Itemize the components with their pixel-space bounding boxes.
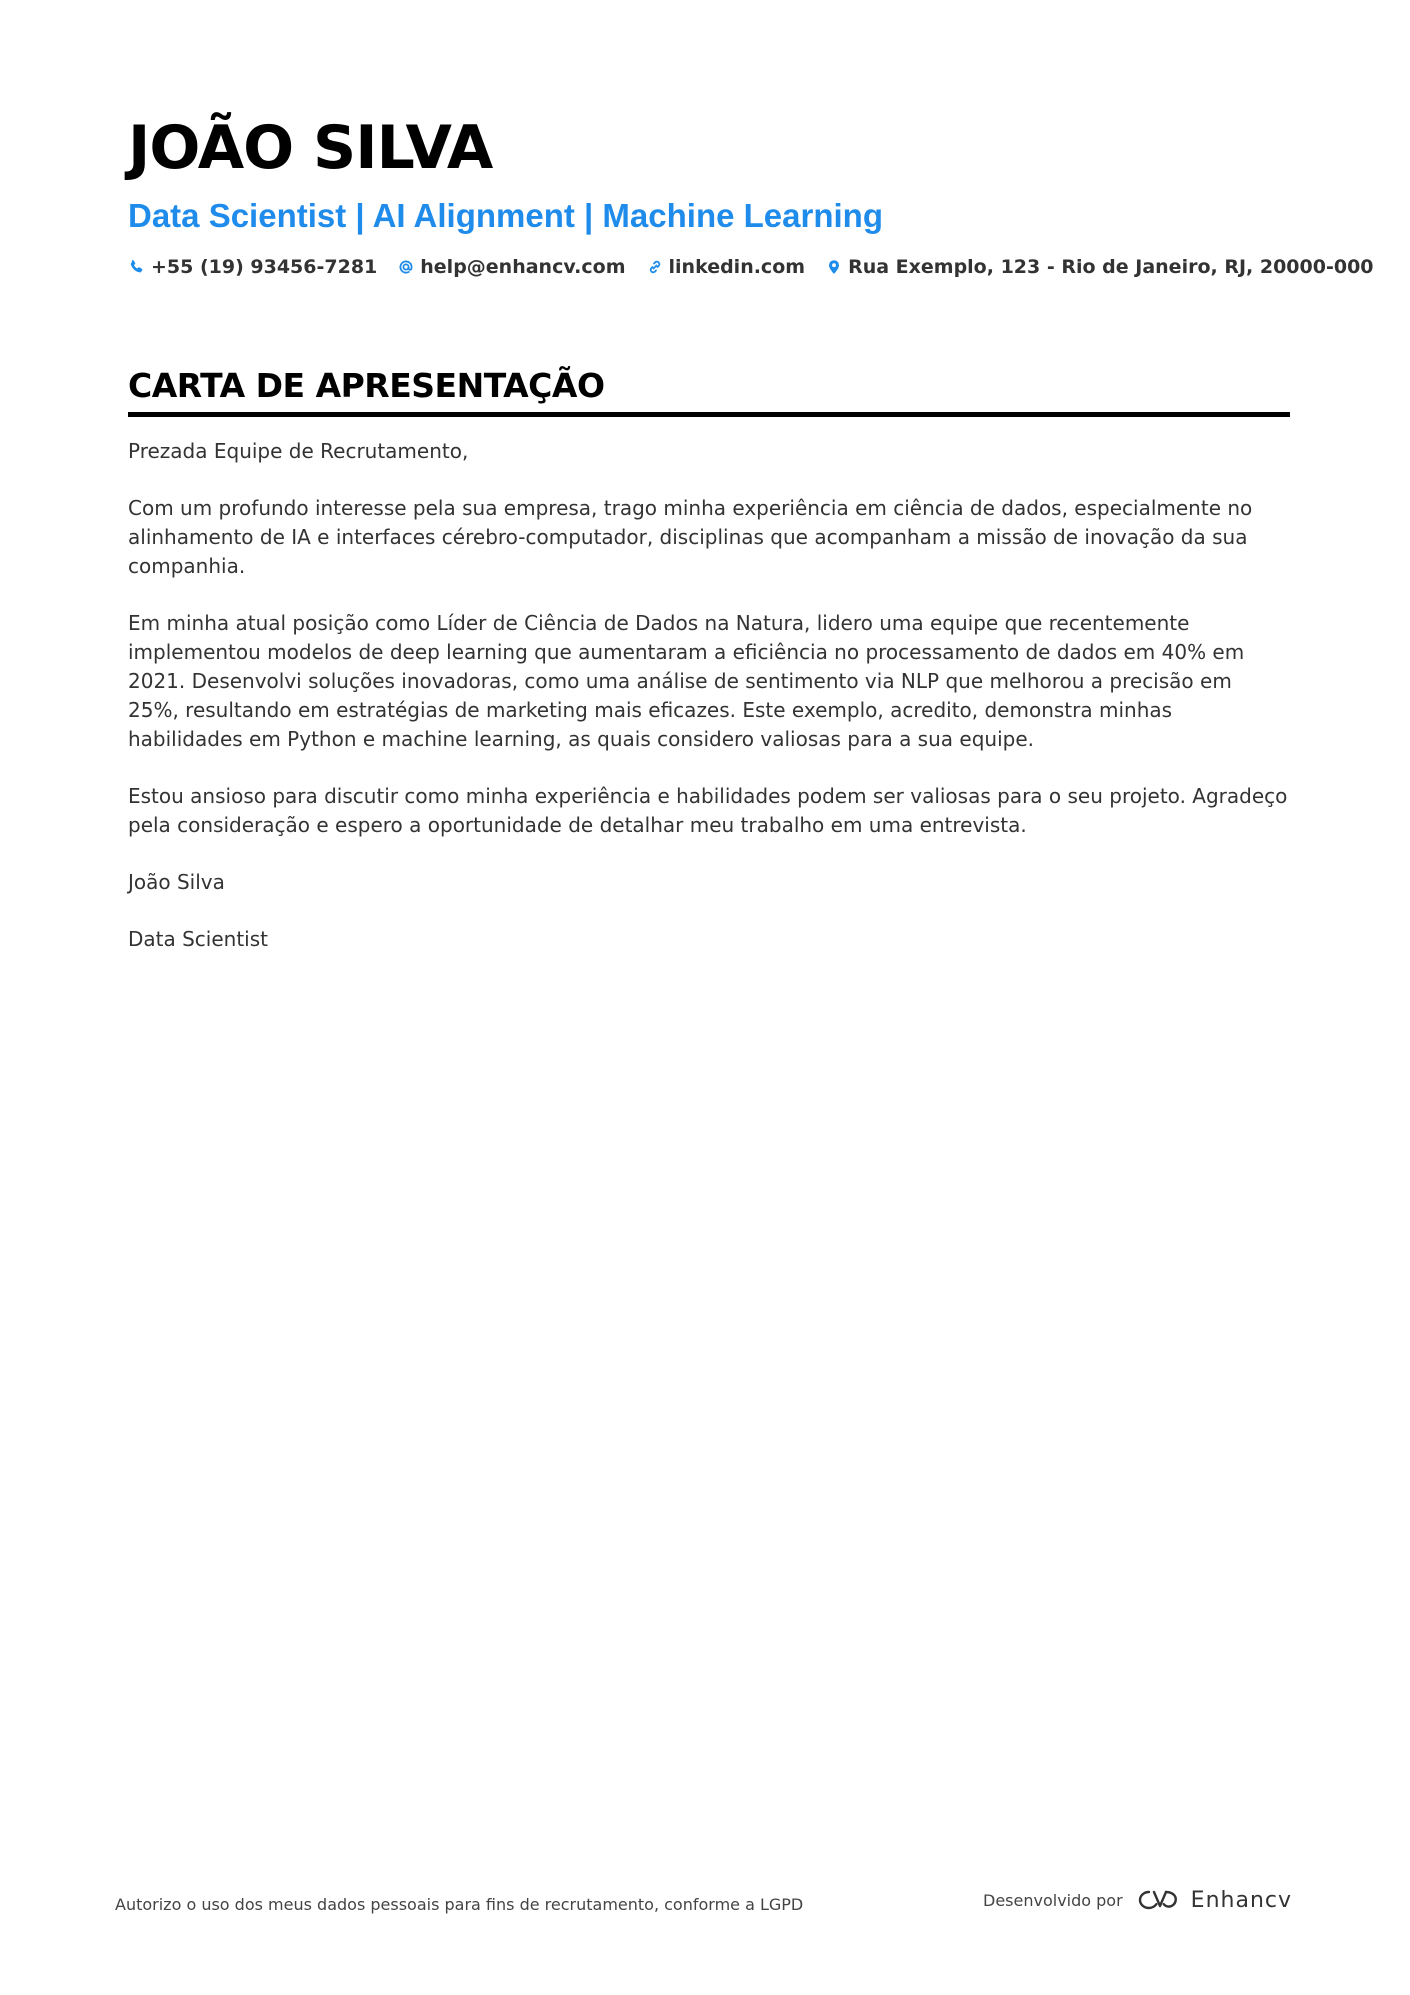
at-icon (397, 258, 415, 276)
contact-email[interactable] (397, 256, 625, 278)
contact-phone[interactable] (128, 256, 377, 278)
phone-icon (128, 258, 146, 276)
enhancv-logo-icon (1135, 1886, 1181, 1914)
cover-letter-section (128, 362, 1290, 982)
candidate-subtitle: Data Scientist | AI Alignment | Machine Learning (128, 197, 883, 234)
letter-paragraph: Estou ansioso para discutir como minha experiência e habilidades podem ser valiosas para o seu projeto. Agradeço pela consideração e espero a oportunidade de detalhar meu trabalho em uma entrevista. (128, 784, 1288, 837)
brand-name: Enhancv (1190, 1887, 1292, 1913)
link-icon (646, 258, 664, 276)
letter-greeting: Prezada Equipe de Recrutamento, (128, 439, 469, 463)
email-text: help@enhancv.com (420, 256, 626, 278)
section-title: CARTA DE APRESENTAÇÃO (128, 362, 1290, 417)
address-text: Rua Exemplo, 123 - Rio de Janeiro, RJ, 20000-000 (848, 256, 1374, 278)
powered-by-label: Desenvolvido por (983, 1890, 1123, 1910)
contact-bar (128, 256, 1374, 278)
candidate-name: JOÃO SILVA (128, 113, 493, 183)
letter-paragraph: Em minha atual posição como Líder de Ciência de Dados na Natura, lidero uma equipe que recentemente implementou modelos de deep learning que aumentaram a eficiência no processamento de dados em 40% em 2021. Desenvolvi soluções inovadoras, como uma análise de sentimento via NLP que melhorou a precisão em 25%, resultando em estratégias de marketing mais eficazes. Este exemplo, acredito, demonstra minhas habilidades em Python e machine learning, as quais considero valiosas para a sua equipe. (128, 611, 1245, 751)
location-pin-icon (825, 258, 843, 276)
linkedin-text: linkedin.com (668, 256, 806, 278)
contact-address (825, 256, 1373, 278)
signature-name: João Silva (128, 870, 225, 894)
letter-body (128, 437, 1288, 954)
powered-by-footer[interactable] (983, 1886, 1292, 1914)
letter-paragraph: Com um profundo interesse pela sua empresa, trago minha experiência em ciência de dados, especialmente no alinhamento de IA e interfaces cérebro-computador, disciplinas que acompanham a missão de inovação da sua companhia. (128, 496, 1253, 578)
contact-linkedin[interactable] (646, 256, 806, 278)
consent-footer: Autorizo o uso dos meus dados pessoais para fins de recrutamento, conforme a LGPD (115, 1895, 804, 1914)
header (128, 108, 1374, 278)
signature-title: Data Scientist (128, 927, 268, 951)
phone-text: +55 (19) 93456-7281 (151, 256, 378, 278)
